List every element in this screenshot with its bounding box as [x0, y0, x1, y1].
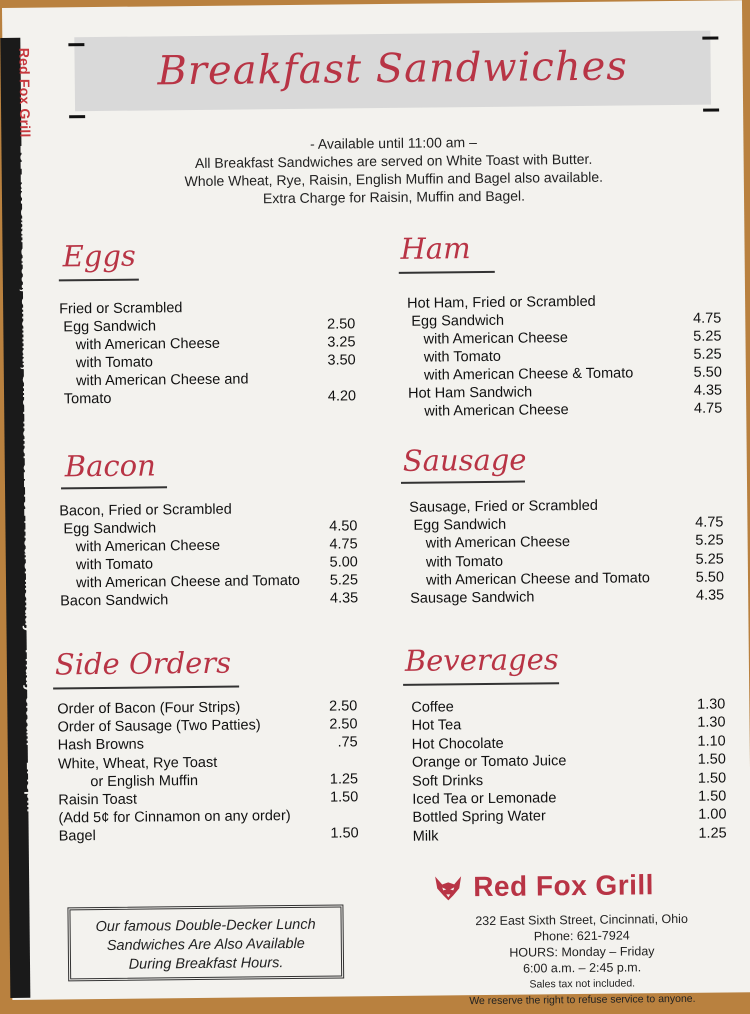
menu-item-name: with Tomato: [409, 553, 504, 571]
intro-line: Whole Wheat, Rye, Raisin, English Muffin and Bagel also available.: [184, 168, 604, 190]
menu-item-price: 1.30: [697, 696, 726, 713]
menu-item-price: 5.50: [695, 569, 725, 586]
menu-item-name: Sausage, Fried or Scrambled: [409, 497, 598, 516]
stripe-brand: Red Fox Grill: [16, 47, 34, 138]
menu-item-name: Bottled Spring Water: [412, 808, 546, 827]
menu-item-name: Hot Tea: [411, 717, 462, 735]
menu-item-name: with American Cheese & Tomato: [407, 365, 634, 384]
refuse-note: We reserve the right to refuse service to anyone.: [469, 992, 696, 1008]
menu-item-price: 4.50: [329, 518, 358, 535]
menu-item-name: with American Cheese and: [59, 371, 249, 390]
menu-page: [2, 0, 750, 1008]
lunch-note-box: [67, 904, 344, 981]
note-line: Our famous Double-Decker Lunch: [95, 916, 316, 936]
address-block: [452, 911, 713, 1010]
menu-item-price: 4.35: [693, 382, 723, 399]
menu-item-price: 4.75: [695, 514, 724, 531]
menu-item-name: with American Cheese: [407, 330, 568, 348]
menu-item-name: Hash Browns: [57, 736, 145, 754]
note-line: Sandwiches Are Also Available: [106, 935, 305, 954]
corner-mark: [702, 37, 718, 40]
menu-item-name: with American Cheese: [59, 537, 221, 556]
menu-item-name: Soft Drinks: [412, 772, 484, 790]
menu-item-price: 1.50: [330, 825, 359, 842]
menu-item-name: with American Cheese and Tomato: [409, 570, 651, 589]
menu-item-price: 1.25: [698, 825, 727, 842]
menu-item-price: 5.25: [329, 572, 359, 589]
menu-item-name: with Tomato: [407, 348, 501, 366]
menu-item-name: Egg Sandwich: [59, 520, 157, 538]
menu-item-name: or English Muffin: [58, 772, 199, 791]
menu-item-name: Egg Sandwich: [407, 312, 505, 330]
menu-item-name: Fried or Scrambled: [59, 300, 183, 318]
logo-name: Red Fox Grill: [473, 869, 655, 903]
menu-item-price: 1.25: [329, 771, 359, 788]
menu-item-price: 4.75: [692, 310, 722, 327]
menu-item-name: Orange or Tomato Juice: [411, 753, 567, 771]
menu-item-price: .75: [337, 734, 358, 751]
menu-item-price: 5.50: [693, 364, 722, 381]
menu-item-name: with Tomato: [59, 354, 154, 372]
section-title-beverages: Beverages: [404, 642, 559, 678]
address-line: 232 East Sixth Street, Cincinnati, Ohio: [475, 911, 688, 929]
menu-item-price: 1.30: [697, 714, 726, 732]
menu-item-price: 3.25: [327, 334, 356, 351]
menu-item-price: 5.00: [329, 554, 358, 571]
section-title-side-orders: Side Orders: [54, 645, 232, 682]
note-line: During Breakfast Hours.: [128, 955, 284, 973]
intro-text: [153, 131, 634, 208]
phone-line: Phone: 621-7924: [533, 928, 630, 944]
menu-item-name: with Tomato: [59, 556, 154, 574]
menu-item-price: 4.20: [327, 388, 357, 405]
menu-item-price: 1.50: [329, 789, 359, 806]
menu-item-name: Order of Bacon (Four Strips): [57, 699, 241, 718]
corner-mark: [68, 43, 84, 46]
menu-item-name: Egg Sandwich: [59, 318, 157, 336]
section-rule: [59, 279, 139, 281]
menu-item-name: Hot Ham, Fried or Scrambled: [407, 293, 596, 312]
menu-item-price: 1.00: [698, 806, 727, 824]
menu-item-name: Sausage Sandwich: [410, 589, 535, 607]
hours-line: HOURS: Monday – Friday: [509, 944, 655, 960]
times-line: 6:00 a.m. – 2:45 p.m.: [522, 960, 642, 976]
section-title-sausage: Sausage: [402, 442, 527, 478]
menu-item-price: 4.35: [695, 587, 725, 604]
stripe-info: 232 East Sixth Street, Cincinnati, Ohio Phone: 621-7924 Hours: Monday – Friday 6:00am – 2:45pm: [17, 145, 41, 813]
menu-item-price: 1.10: [697, 733, 726, 750]
menu-item-name: with American Cheese and Tomato: [59, 572, 301, 592]
menu-item-name: Bacon Sandwich: [60, 592, 169, 610]
intro-line: Extra Charge for Raisin, Muffin and Bagel.: [262, 187, 526, 207]
menu-item-name: Hot Ham Sandwich: [407, 384, 533, 402]
corner-mark: [703, 108, 719, 111]
intro-line: - Available until 11:00 am –: [309, 134, 477, 152]
menu-item-name: (Add 5¢ for Cinnamon on any order): [58, 808, 291, 827]
section-rule: [401, 481, 525, 484]
menu-item-price: 3.50: [327, 352, 356, 369]
menu-item-price: 2.50: [329, 716, 358, 733]
menu-item-price: 4.35: [329, 590, 359, 607]
section-rule: [399, 271, 495, 274]
menu-item-price: 1.50: [697, 770, 727, 787]
menu-item-name: Iced Tea or Lemonade: [412, 790, 557, 808]
menu-item-name: Raisin Toast: [58, 791, 138, 809]
menu-item-price: 2.50: [329, 698, 358, 715]
menu-item-name: with American Cheese: [59, 335, 221, 354]
corner-mark: [69, 115, 85, 118]
menu-item-name: Bagel: [58, 828, 96, 845]
section-rule: [53, 686, 239, 689]
menu-item-price: 4.75: [693, 400, 723, 417]
tax-note: Sales tax not included.: [529, 977, 636, 991]
menu-item-name: Milk: [412, 828, 439, 845]
page-title: Breakfast Sandwiches: [157, 43, 629, 95]
fox-logo-icon: [433, 873, 463, 903]
section-rule: [61, 486, 167, 489]
menu-item-price: 5.25: [693, 346, 722, 363]
menu-item-name: Coffee: [411, 699, 454, 716]
menu-item-name: White, Wheat, Rye Toast: [57, 754, 218, 773]
menu-item-name: Bacon, Fried or Scrambled: [59, 501, 232, 520]
menu-item-price: 2.50: [327, 316, 356, 333]
menu-item-price: 1.50: [697, 751, 726, 768]
menu-item-name: Egg Sandwich: [409, 516, 507, 534]
menu-item-price: 4.75: [329, 536, 358, 553]
menu-item-name: Hot Chocolate: [411, 735, 504, 753]
menu-item-name: with American Cheese: [408, 402, 569, 420]
menu-item-price: 5.25: [695, 532, 724, 550]
intro-line: All Breakfast Sandwiches are served on White Toast with Butter.: [194, 150, 593, 171]
menu-item-price: 1.50: [697, 788, 727, 805]
section-title-ham: Ham: [400, 231, 471, 266]
menu-item-name: with American Cheese: [409, 534, 571, 553]
menu-item-price: 5.25: [695, 551, 724, 568]
section-title-bacon: Bacon: [64, 448, 156, 484]
section-rule: [403, 682, 559, 685]
section-title-eggs: Eggs: [62, 238, 136, 274]
menu-item-price: 5.25: [693, 328, 722, 345]
menu-item-name: Tomato: [60, 390, 112, 408]
menu-item-name: Order of Sausage (Two Patties): [57, 717, 261, 736]
